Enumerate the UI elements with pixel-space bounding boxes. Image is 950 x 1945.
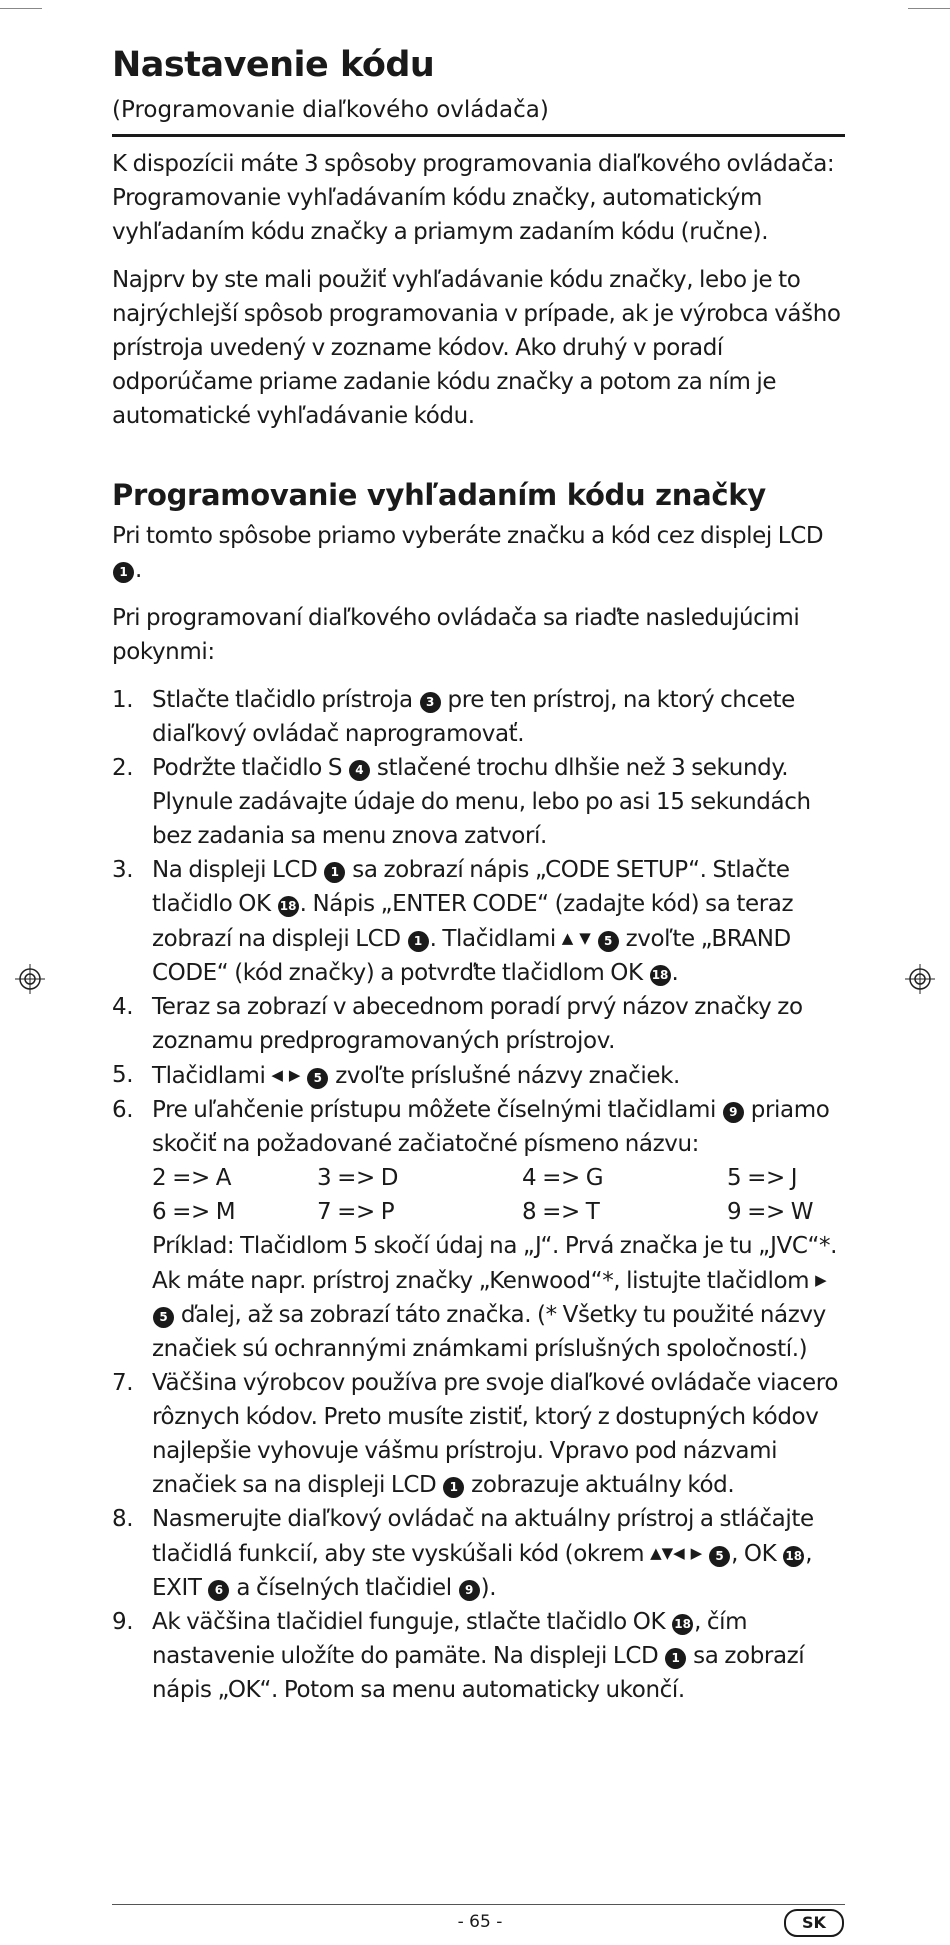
list-item: 5. Tlačidlami ◀ ▶ 5 zvoľte príslušné názvy značiek. [112,1058,845,1093]
lcd-badge-icon: 1 [443,1477,464,1498]
arrow-left-icon: ◀ [673,1544,685,1562]
language-badge: SK [784,1909,844,1937]
registration-mark-icon [905,964,935,994]
page-number: - 65 - [457,1912,503,1932]
ok-button-badge-icon: 18 [278,896,299,917]
registration-mark-icon [15,964,45,994]
page-subtitle: (Programovanie diaľkového ovládača) [112,97,549,123]
arrow-left-icon: ◀ [271,1066,283,1084]
arrow-right-icon: ▶ [288,1066,301,1084]
list-item: 8. Nasmerujte diaľkový ovládač na aktuálny prístroj a stláčajte tlačidlá funkcií, aby ste vyskúšali kód (okrem ▲▼◀ ▶ 5 , OK 18 , EXIT 6 a číselných tlačidiel 9 ). [112,1506,814,1601]
intro-paragraph: Najprv by ste mali použiť vyhľadávanie kódu značky, lebo je to najrýchlejší spôsob programovania v prípade, ak je výrobca vášho prístroja uvedený v zozname kódov. Ako druhý v poradí odporúčame priame zadanie kódu značky a potom za ním je automatické vyhľadávanie kódu. [112,267,841,429]
lcd-badge-icon: 1 [324,862,345,883]
number-buttons-badge-icon: 9 [459,1580,480,1601]
list-item: 4. Teraz sa zobrazí v abecednom poradí prvý názov značky zo zoznamu predprogramovaných prístrojov. [112,994,803,1054]
list-item: 9. Ak väčšina tlačidiel funguje, stlačte tlačidlo OK 18 , čím nastavenie uložíte do pamäte. Na displeji LCD 1 sa zobrazí nápis „OK“. Potom sa menu automaticky ukončí. [112,1609,805,1703]
arrow-buttons-badge-icon: 5 [598,931,619,952]
table-cell: 6 => M [152,1199,236,1225]
section-heading: Programovanie vyhľadaním kódu značky [112,478,766,512]
arrow-down-icon: ▼ [661,1544,674,1562]
list-item: 3. Na displeji LCD 1 sa zobrazí nápis „CODE SETUP“. Stlačte tlačidlo OK 18 . Nápis „ENTER CODE“ (zadajte kód) sa teraz zobrazí na displeji LCD 1 . Tlačidlami ▲ ▼ 5 zvoľte „BRAND CODE“ (kód značky) a potvrďte tlačidlom OK 18 . [112,857,794,986]
table-cell: 4 => G [522,1165,604,1191]
device-button-badge-icon: 3 [420,692,441,713]
ok-button-badge-icon: 18 [783,1546,804,1567]
ok-button-badge-icon: 18 [650,965,671,986]
section-paragraph: Pri programovaní diaľkového ovládača sa riaďte nasledujúcimi pokynmi: [112,605,800,665]
exit-button-badge-icon: 6 [208,1580,229,1601]
arrow-down-icon: ▼ [579,929,591,947]
intro-paragraph: K dispozícii máte 3 spôsoby programovania diaľkového ovládača: Programovanie vyhľadávaním kódu značky, automatickým vyhľadaním kódu značky a priamym zadaním kódu (ručne). [112,151,835,245]
table-cell: 2 => A [152,1165,232,1191]
table-cell: 7 => P [317,1199,395,1225]
list-item: 1. Stlačte tlačidlo prístroja 3 pre ten prístroj, na ktorý chcete diaľkový ovládač naprogramovať. [112,687,795,747]
ok-button-badge-icon: 18 [672,1614,693,1635]
letter-jump-table [152,1161,845,1229]
s-button-badge-icon: 4 [349,760,370,781]
arrow-up-icon: ▲ [650,1544,662,1562]
title-divider [112,134,845,137]
arrow-up-icon: ▲ [561,929,574,947]
table-cell: 3 => D [317,1165,399,1191]
crop-mark [908,8,950,9]
lcd-badge-icon: 1 [408,931,429,952]
instruction-list [112,683,845,1707]
list-item: 6. Pre uľahčenie prístupu môžete číselnými tlačidlami 9 priamo skočiť na požadované začiatočné písmeno názvu: 2 => A 3 => D 4 => G 5 => J 6 => M 7 => P 8 => T 9 => W Príklad: Tlačidlom 5 skočí údaj na „J“. Prvá značka je tu „JVC“*. Ak máte napr. prístroj značky „Kenwood“*, listujte tlačidlom ▶ 5 ďalej, až sa zobrazí táto značka. (* Všetky tu použité názvy značiek sú ochrannými známkami príslušných spoločností.) [112,1093,845,1366]
arrow-buttons-badge-icon: 5 [153,1307,174,1328]
page-content [112,42,845,1707]
number-buttons-badge-icon: 9 [723,1102,744,1123]
arrow-buttons-badge-icon: 5 [307,1068,328,1089]
list-item: 2. Podržte tlačidlo S 4 stlačené trochu dlhšie než 3 sekundy. Plynule zadávajte údaje do menu, lebo po asi 15 sekundách bez zadania sa menu znova zatvorí. [112,755,811,849]
list-item: 7. Väčšina výrobcov používa pre svoje diaľkové ovládače viacero rôznych kódov. Preto musíte zistiť, ktorý z dostupných kódov najlepšie vyhovuje vášmu prístroju. Vpravo pod názvami značiek sa na displeji LCD 1 zobrazuje aktuálny kód. [112,1370,839,1498]
table-cell: 9 => W [727,1199,814,1225]
section-paragraph: Pri tomto spôsobe priamo vyberáte značku a kód cez displej LCD 1 . [112,523,824,583]
lcd-badge-icon: 1 [665,1648,686,1669]
arrow-buttons-badge-icon: 5 [709,1546,730,1567]
arrow-right-icon: ▶ [815,1271,827,1289]
arrow-right-icon: ▶ [690,1544,703,1562]
footer-divider [112,1904,845,1905]
lcd-badge-icon: 1 [113,562,134,583]
table-cell: 8 => T [522,1199,600,1225]
page-title: Nastavenie kódu [112,45,435,85]
table-cell: 5 => J [727,1165,798,1191]
crop-mark [0,8,42,9]
